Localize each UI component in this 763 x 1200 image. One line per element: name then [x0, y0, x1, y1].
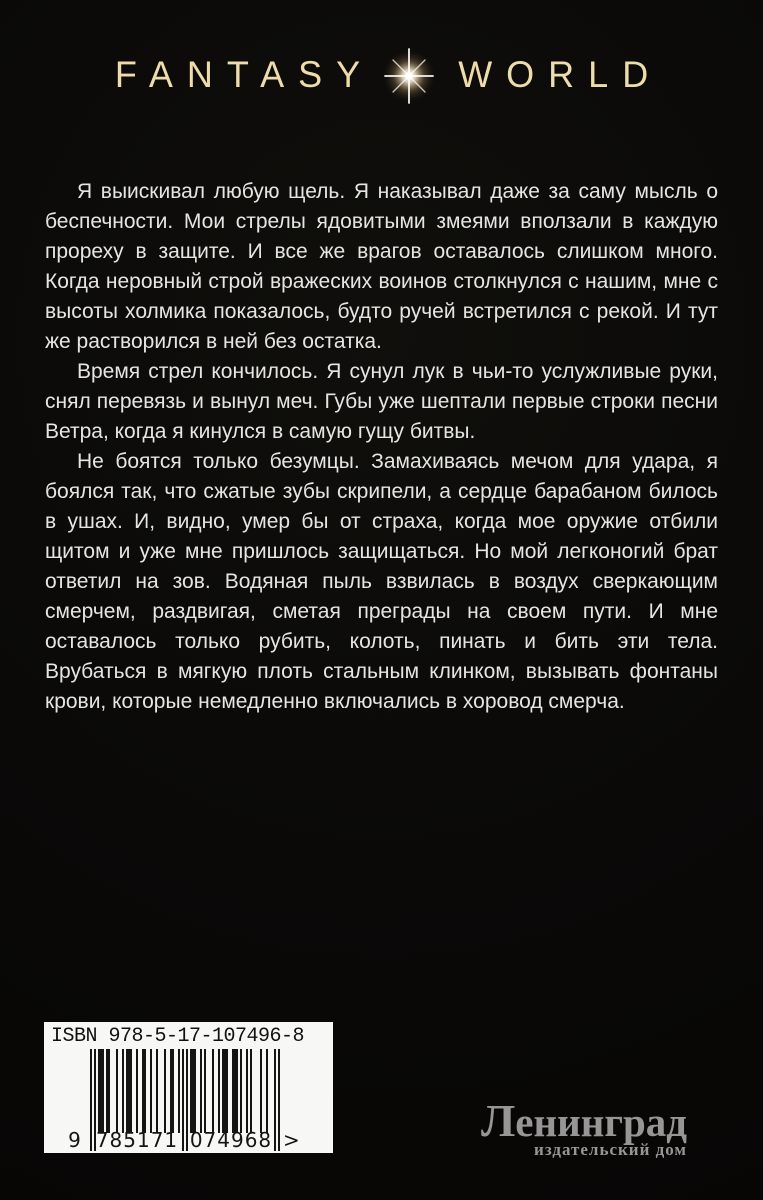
- barcode-digit-group1: 785171: [95, 1128, 179, 1152]
- annotation-paragraph: Время стрел кончилось. Я сунул лук в чьи-то услужливые руки, снял перевязь и вынул меч. Губы уже шептали первые строки песни Ветра, когда я кинулся в самую гущу битвы.: [45, 360, 718, 443]
- publisher-tagline: издательский дом: [534, 1140, 687, 1159]
- annotation-paragraph: Я выискивал любую щель. Я наказывал даже за саму мысль о беспечности. Мои стрелы ядовитыми змеями вползали в каждую прореху в защите. И все же врагов оставалось слишком много. Когда неровный строй вражеских воинов столкнулся с нашим, мне с высоты холмика показалось, будто ручей встретился с рекой. И тут же растворился в ней без остатка.: [45, 180, 718, 353]
- publisher-name: Ленинград: [480, 1095, 687, 1146]
- isbn-barcode-box: [44, 1022, 333, 1153]
- annotation-text: [45, 177, 718, 717]
- masthead-word-right: WORLD: [458, 53, 663, 96]
- star-icon: [380, 47, 438, 105]
- ean13-barcode: [68, 1049, 300, 1152]
- publisher-logo: [480, 1095, 687, 1159]
- isbn-label: ISBN 978-5-17-107496-8: [51, 1025, 305, 1048]
- series-masthead: [0, 46, 763, 104]
- masthead-word-left: FANTASY: [114, 53, 375, 96]
- annotation-paragraph: Не боятся только безумцы. Замахиваясь мечом для удара, я боялся так, что сжатые зубы скрипели, а сердце барабаном билось в ушах. И, видно, умер бы от страха, когда мое оружие отбили щитом и уже мне пришлось защищаться. Но мой легконогий брат ответил на зов. Водяная пыль взвилась в воздух сверкающим смерчем, раздвигая, сметая преграды на своем пути. И мне оставалось только рубить, колоть, пинать и бить эти тела. Врубаться в мягкую плоть стальным клинком, вызывать фонтаны крови, которые немедленно включались в хоровод смерча.: [45, 450, 718, 713]
- barcode-digit-lead: 9: [68, 1128, 82, 1152]
- barcode-digit-group2: 074968: [189, 1128, 273, 1152]
- barcode-arrow: >: [283, 1128, 300, 1152]
